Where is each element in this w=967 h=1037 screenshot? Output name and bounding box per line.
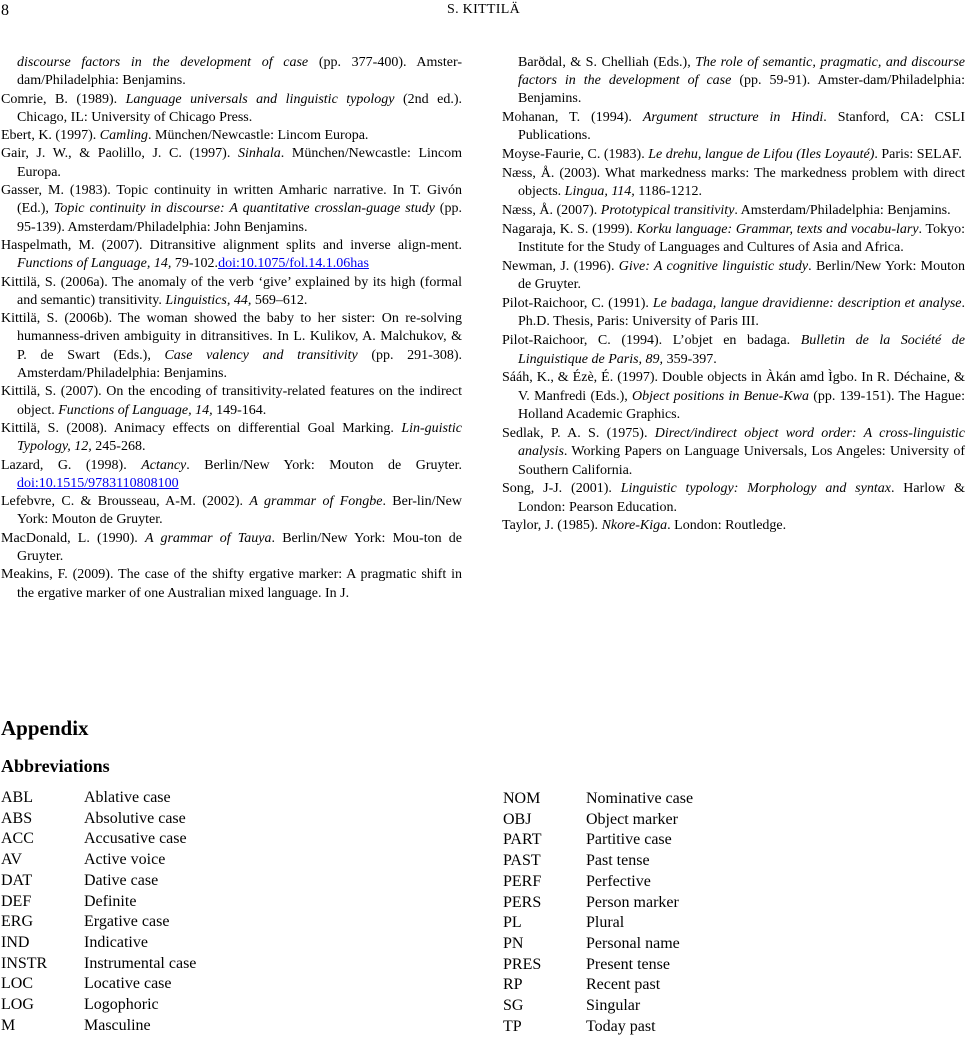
reference-entry [1, 566, 462, 603]
reference-text: (pp. 377-400). Amster-dam/Philadelphia: Benjamins. [17, 55, 462, 89]
reference-italic-text: Language universals and linguistic typology [125, 91, 395, 107]
abbreviation-meaning: Absolutive case [84, 809, 186, 827]
reference-entry [502, 295, 965, 332]
abbreviation-meaning: Perfective [586, 872, 651, 890]
abbreviation-row [503, 955, 693, 976]
reference-italic-text: Prototypical transitivity [600, 203, 735, 219]
abbreviation-code: M [1, 1016, 16, 1034]
reference-text: Mohanan, T. (1994). [502, 109, 643, 125]
reference-entry [1, 274, 462, 311]
reference-text: Pilot-Raichoor, C. (1991). [502, 296, 653, 312]
abbreviation-meaning: Today past [586, 1017, 656, 1035]
abbreviation-code: PL [503, 914, 522, 932]
abbreviation-meaning: Person marker [586, 893, 679, 911]
abbreviation-row [1, 829, 196, 850]
reference-entry [1, 493, 462, 530]
abbreviation-row [1, 954, 196, 975]
reference-text: Lazard, G. (1998). [1, 457, 142, 473]
reference-italic-text: Linguistic typology: Morphology and syntax [620, 481, 891, 497]
reference-italic-text: Functions of Language, 14, [17, 256, 172, 272]
reference-italic-text: Object positions in Benue-Kwa [632, 388, 809, 404]
abbreviation-code: DAT [1, 871, 33, 889]
reference-text: . Ber-lin/New York: Mouton de Gruyter. [17, 494, 463, 528]
abbreviations-list-left [1, 788, 196, 1036]
abbreviation-code: PERF [503, 872, 542, 890]
reference-text: Pilot-Raichoor, C. (1994). L’objet en badaga. [502, 333, 801, 349]
reference-text: (pp. 139-151). The Hague: Holland Academic Graphics. [518, 388, 965, 423]
abbreviation-code: PRES [503, 955, 542, 973]
references-right-column [502, 54, 965, 537]
references-left-column [1, 54, 462, 603]
abbreviations-heading: Abbreviations [1, 756, 110, 776]
abbreviation-meaning: Masculine [84, 1016, 151, 1034]
abbreviation-row [503, 975, 693, 996]
reference-entry [1, 420, 462, 457]
reference-italic-text: The role of semantic, pragmatic, and discourse factors in the development of case [518, 54, 965, 88]
reference-entry [1, 145, 462, 182]
abbreviation-row [503, 913, 693, 934]
reference-entry [502, 146, 965, 164]
doi-link[interactable]: doi:10.1515/9783110808100 [17, 475, 179, 491]
abbreviation-code: ABL [1, 789, 33, 806]
reference-italic-text: Lingua, 114, [564, 184, 635, 200]
abbreviation-row [503, 851, 693, 872]
abbreviation-code: PAST [503, 852, 541, 870]
reference-text: . München/Newcastle: Lincom Europa. [148, 128, 369, 144]
reference-text: Gair, J. W., & Paolillo, J. C. (1997). [1, 146, 238, 162]
abbreviation-row [1, 933, 196, 954]
abbreviation-code: INSTR [1, 954, 48, 972]
reference-italic-text: A grammar of Fongbe [249, 494, 383, 510]
reference-text: 1186-1212. [634, 184, 702, 200]
abbreviation-meaning: Partitive case [586, 831, 672, 849]
reference-text: 149-164. [212, 402, 267, 418]
reference-entry [502, 517, 965, 535]
abbreviation-code: RP [503, 976, 523, 994]
reference-entry [502, 109, 965, 146]
reference-entry [502, 54, 965, 109]
reference-text: Gasser, M. (1983). Topic continuity in written Amharic narrative. In T. Givón (Ed.), [1, 183, 462, 217]
reference-text: (pp. 95-139). Amsterdam/Philadelphia: John Benjamins. [17, 201, 462, 235]
reference-text: (pp. 59-91). Amster-dam/Philadelphia: Benjamins. [518, 72, 965, 107]
abbreviation-row [1, 850, 196, 871]
reference-text: . Stanford, CA: CSLI Publications. [518, 109, 965, 144]
abbreviation-meaning: Dative case [84, 871, 159, 889]
reference-text: Comrie, B. (1989). [1, 91, 126, 107]
abbreviation-code: PERS [503, 893, 542, 911]
reference-text: Kittilä, S. (2008). Animacy effects on differential Goal Marking. [1, 420, 402, 436]
reference-entry [502, 221, 965, 258]
reference-text: . Working Papers on Language Universals, Los Angeles: University of Southern California. [518, 444, 965, 478]
reference-text: . Paris: SELAF. [874, 147, 962, 163]
reference-entry [502, 258, 965, 295]
reference-text: Sááh, K., & Ézè, É. (1997). Double objects in Àkán amd Ìgbo. In R. Déchaine, & V. Manfredi (Eds.), [502, 370, 965, 404]
abbreviation-meaning: Accusative case [84, 830, 187, 848]
page-number: 8 [1, 2, 9, 19]
reference-text: Taylor, J. (1985). [502, 518, 602, 534]
reference-italic-text: Bulletin de la Société de Linguistique de Paris, 89, [518, 333, 965, 367]
reference-text: . Berlin/New York: Mouton de Gruyter. [186, 457, 462, 473]
reference-text: (2nd ed.). Chicago, IL: University of Chicago Press. [17, 91, 463, 125]
reference-entry [1, 237, 462, 274]
abbreviation-meaning: Plural [586, 914, 625, 932]
reference-entry [502, 332, 965, 369]
abbreviation-row [1, 788, 196, 809]
abbreviation-meaning: Object marker [586, 810, 678, 828]
reference-text: Kittilä, S. (2007). On the encoding of transitivity-related features on the indirect object. [1, 384, 462, 418]
reference-text: Newman, J. (1996). [502, 259, 619, 275]
reference-text: . München/Newcastle: Lincom Europa. [17, 146, 462, 180]
reference-entry [1, 91, 462, 128]
abbreviation-meaning: Personal name [586, 934, 680, 952]
reference-text: . Tokyo: Institute for the Study of Languages and Cultures of Asia and Africa. [518, 221, 965, 256]
reference-italic-text: Actancy [141, 457, 187, 473]
abbreviation-row [503, 934, 693, 955]
abbreviation-code: DEF [1, 892, 32, 910]
reference-entry [1, 182, 462, 237]
reference-italic-text: Direct/indirect object word order: A cross-linguistic analysis [518, 425, 965, 460]
reference-text: Sedlak, P. A. S. (1975). [502, 425, 655, 441]
abbreviation-code: ACC [1, 830, 34, 848]
abbreviation-row [1, 871, 196, 892]
reference-entry [1, 530, 462, 567]
abbreviation-row [1, 995, 196, 1016]
reference-italic-text: Functions of Language, 14, [58, 402, 213, 418]
reference-text: . Berlin/New York: Mouton de Gruyter. [518, 259, 966, 293]
reference-text: . Ph.D. Thesis, Paris: University of Paris III. [518, 296, 965, 330]
abbreviation-row [1, 912, 196, 933]
abbreviation-code: IND [1, 933, 30, 951]
abbreviation-meaning: Recent past [586, 976, 661, 994]
abbreviation-code: NOM [503, 790, 541, 807]
reference-italic-text: A grammar of Tauya [144, 530, 272, 546]
reference-italic-text: Sinhala [237, 146, 281, 162]
abbreviations-list-right [503, 789, 693, 1037]
doi-link[interactable]: doi:10.1075/fol.14.1.06has [218, 256, 369, 272]
reference-entry [502, 425, 965, 480]
reference-entry [502, 480, 965, 517]
abbreviation-meaning: Definite [84, 892, 137, 910]
reference-entry [1, 127, 462, 145]
reference-italic-text: Korku language: Grammar, texts and vocabu-lary [636, 221, 919, 237]
abbreviation-row [503, 1017, 693, 1037]
abbreviation-meaning: Present tense [586, 955, 670, 973]
reference-text: Kittilä, S. (2006b). The woman showed the baby to her sister: On re-solving humanness-driven ambiguity in ditransitives. In L. Kulikov, A. Malchukov, & P. de Swart (Eds.), [1, 311, 462, 363]
abbreviation-row [1, 1016, 196, 1037]
reference-italic-text: Give: A cognitive linguistic study [618, 259, 809, 275]
reference-italic-text: Le badaga, langue dravidienne: description et analyse [652, 296, 962, 312]
reference-italic-text: Camling [99, 128, 148, 144]
abbreviation-code: SG [503, 997, 524, 1015]
reference-text: MacDonald, L. (1990). [1, 530, 145, 546]
abbreviation-row [503, 872, 693, 893]
abbreviation-meaning: Indicative [84, 933, 148, 951]
abbreviation-row [1, 809, 196, 830]
reference-text: Haspelmath, M. (2007). Ditransitive alignment splits and inverse align-ment. [1, 237, 462, 253]
reference-italic-text: Nkore-Kiga [601, 518, 668, 534]
abbreviation-row [503, 830, 693, 851]
abbreviation-code: ERG [1, 913, 33, 931]
abbreviation-code: TP [503, 1017, 522, 1035]
reference-italic-text: Linguistics, 44, [165, 292, 252, 308]
reference-text: Næss, Å. (2007). [502, 203, 601, 219]
abbreviation-code: LOG [1, 996, 34, 1014]
reference-italic-text: discourse factors in the development of case [17, 55, 309, 70]
reference-italic-text: Lin-guistic Typology, 12, [17, 420, 462, 455]
abbreviation-row [503, 893, 693, 914]
reference-text: 569–612. [251, 292, 308, 308]
reference-text: Næss, Å. (2003). What markedness marks: The markedness problem with direct objects. [502, 165, 965, 200]
abbreviation-meaning: Ablative case [84, 789, 171, 806]
reference-entry [1, 310, 462, 383]
abbreviation-row [503, 996, 693, 1017]
abbreviation-row [1, 892, 196, 913]
reference-entry [1, 383, 462, 420]
reference-text: (pp. 291-308). Amsterdam/Philadelphia: Benjamins. [17, 347, 462, 382]
reference-entry [502, 202, 965, 220]
abbreviation-meaning: Active voice [84, 851, 166, 869]
abbreviation-row [1, 974, 196, 995]
abbreviation-code: PN [503, 934, 524, 952]
abbreviation-row [503, 789, 693, 810]
reference-entry [502, 369, 965, 424]
reference-italic-text: Argument structure in Hindi [642, 109, 824, 125]
abbreviation-code: AV [1, 851, 23, 869]
running-head: S. KITTILÄ [447, 2, 520, 17]
abbreviation-row [503, 810, 693, 831]
reference-entry [502, 165, 965, 202]
reference-text: Moyse-Faurie, C. (1983). [502, 147, 649, 163]
reference-text: . Amsterdam/Philadelphia: Benjamins. [734, 203, 951, 219]
abbreviation-meaning: Instrumental case [84, 954, 197, 972]
abbreviation-code: OBJ [503, 810, 532, 828]
reference-text: Song, J-J. (2001). [502, 481, 621, 497]
abbreviation-meaning: Singular [586, 997, 641, 1015]
abbreviation-meaning: Locative case [84, 975, 172, 993]
reference-text: Barðdal, & S. Chelliah (Eds.), [518, 54, 696, 70]
abbreviation-code: LOC [1, 975, 33, 993]
reference-text: Ebert, K. (1997). [1, 128, 100, 144]
abbreviation-meaning: Past tense [586, 852, 650, 870]
reference-text: . London: Routledge. [667, 518, 787, 534]
reference-italic-text: Topic continuity in discourse: A quantitative crosslan-guage study [53, 201, 435, 217]
abbreviation-code: PART [503, 831, 542, 849]
reference-entry [1, 54, 462, 91]
abbreviation-code: ABS [1, 809, 33, 827]
reference-text: 245-268. [91, 439, 146, 455]
reference-text: 79-102. [171, 256, 219, 272]
reference-text: Lefebvre, C. & Brousseau, A-M. (2002). [1, 494, 250, 510]
reference-text: . Harlow & London: Pearson Education. [518, 481, 965, 515]
reference-text: Nagaraja, K. S. (1999). [502, 221, 637, 237]
appendix-heading: Appendix [1, 716, 89, 740]
reference-italic-text: Case valency and transitivity [164, 347, 358, 363]
reference-entry [1, 457, 462, 494]
abbreviation-meaning: Nominative case [586, 790, 694, 807]
reference-text: 359-397. [663, 351, 717, 367]
abbreviation-meaning: Logophoric [84, 996, 159, 1014]
reference-text: Kittilä, S. (2006a). The anomaly of the verb ‘give’ explained by its high (formal and semantic) transitivity. [1, 274, 462, 308]
reference-italic-text: Le drehu, langue de Lifou (Iles Loyauté) [648, 147, 875, 163]
reference-text: Meakins, F. (2009). The case of the shifty ergative marker: A pragmatic shift in the ergative marker of one Australian mixed language. In J. [1, 567, 462, 601]
abbreviation-meaning: Ergative case [84, 913, 170, 931]
reference-text: . Berlin/New York: Mou-ton de Gruyter. [17, 530, 462, 565]
